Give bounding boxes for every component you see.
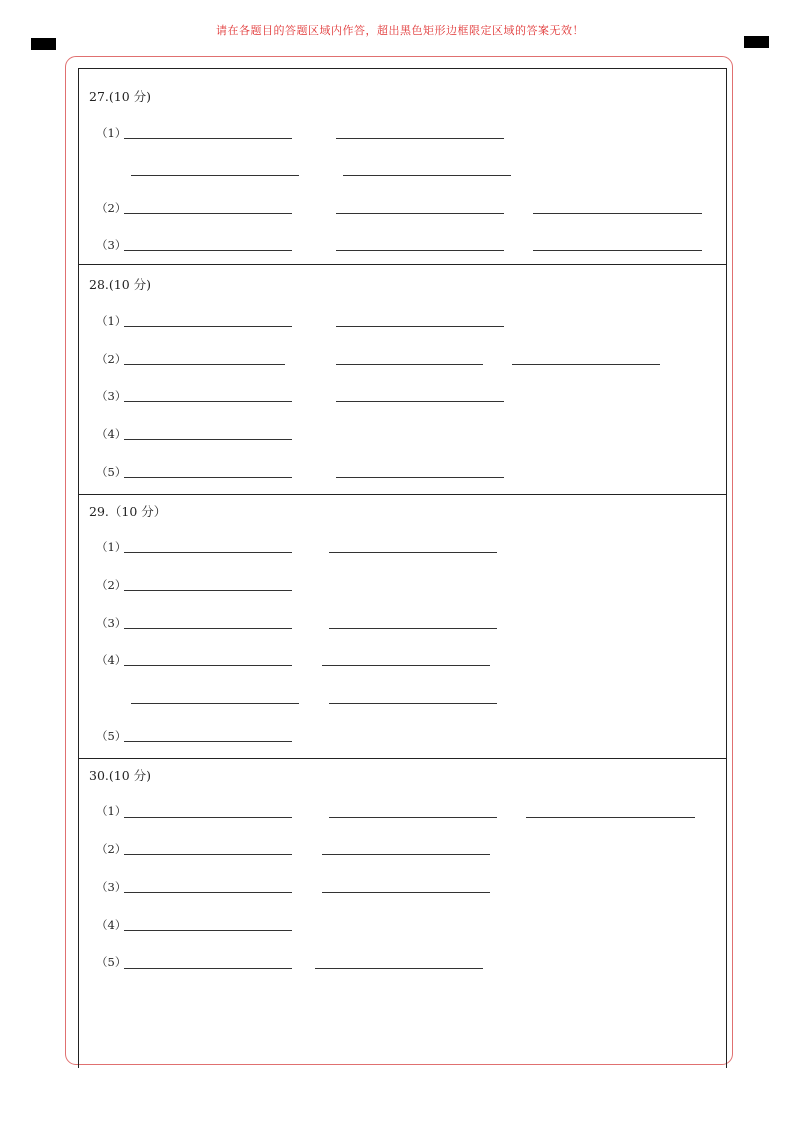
section-divider: [78, 264, 727, 265]
answer-blank[interactable]: [124, 250, 292, 251]
answer-blank[interactable]: [336, 364, 483, 365]
answer-blank[interactable]: [336, 326, 504, 327]
answer-blank[interactable]: [124, 930, 292, 931]
q29-part-1-label: （1）: [96, 540, 127, 554]
q27-part-2-label: （2）: [96, 201, 127, 215]
answer-blank[interactable]: [336, 250, 504, 251]
answer-blank[interactable]: [336, 213, 504, 214]
answer-box-frame: [78, 68, 727, 1068]
answer-blank[interactable]: [322, 892, 490, 893]
q28-part-3-label: （3）: [96, 389, 127, 403]
answer-blank[interactable]: [124, 364, 285, 365]
registration-mark-right: [744, 36, 769, 48]
answer-blank[interactable]: [329, 628, 497, 629]
answer-region-warning: 请在各题目的答题区域内作答，超出黑色矩形边框限定区域的答案无效！: [216, 24, 584, 37]
answer-blank[interactable]: [124, 741, 292, 742]
answer-blank[interactable]: [512, 364, 660, 365]
q30-part-1-label: （1）: [96, 804, 127, 818]
answer-blank[interactable]: [124, 968, 292, 969]
answer-blank[interactable]: [124, 401, 292, 402]
q27-part-1-label: （1）: [96, 126, 127, 140]
q29-part-5-label: （5）: [96, 729, 127, 743]
answer-blank[interactable]: [124, 477, 292, 478]
q30-part-2-label: （2）: [96, 842, 127, 856]
answer-blank[interactable]: [315, 968, 483, 969]
answer-blank[interactable]: [124, 590, 292, 591]
section-divider: [78, 758, 727, 759]
q28-part-2-label: （2）: [96, 352, 127, 366]
answer-blank[interactable]: [124, 892, 292, 893]
q28-part-1-label: （1）: [96, 314, 127, 328]
answer-blank[interactable]: [124, 817, 292, 818]
answer-blank[interactable]: [124, 326, 292, 327]
registration-mark-left: [31, 38, 56, 50]
answer-blank[interactable]: [124, 439, 292, 440]
question-28-title: 28.(10 分): [89, 277, 152, 292]
q29-part-3-label: （3）: [96, 616, 127, 630]
section-divider: [78, 494, 727, 495]
answer-blank[interactable]: [336, 477, 504, 478]
answer-blank[interactable]: [124, 854, 292, 855]
answer-blank[interactable]: [131, 175, 299, 176]
q27-part-3-label: （3）: [96, 238, 127, 252]
q29-part-2-label: （2）: [96, 578, 127, 592]
answer-blank[interactable]: [336, 401, 504, 402]
answer-blank[interactable]: [336, 138, 504, 139]
q30-part-5-label: （5）: [96, 955, 127, 969]
answer-blank[interactable]: [343, 175, 511, 176]
answer-blank[interactable]: [322, 854, 490, 855]
answer-blank[interactable]: [329, 552, 497, 553]
q30-part-4-label: （4）: [96, 918, 127, 932]
q30-part-3-label: （3）: [96, 880, 127, 894]
answer-blank[interactable]: [329, 703, 497, 704]
q29-part-4-label: （4）: [96, 653, 127, 667]
question-30-title: 30.(10 分): [89, 768, 152, 783]
q28-part-4-label: （4）: [96, 427, 127, 441]
answer-blank[interactable]: [131, 703, 299, 704]
answer-blank[interactable]: [322, 665, 490, 666]
answer-blank[interactable]: [124, 628, 292, 629]
answer-blank[interactable]: [124, 138, 292, 139]
answer-blank[interactable]: [533, 213, 702, 214]
answer-blank[interactable]: [526, 817, 695, 818]
answer-blank[interactable]: [124, 665, 292, 666]
question-27-title: 27.(10 分): [89, 89, 152, 104]
answer-blank[interactable]: [329, 817, 497, 818]
q28-part-5-label: （5）: [96, 465, 127, 479]
answer-blank[interactable]: [533, 250, 702, 251]
answer-blank[interactable]: [124, 213, 292, 214]
answer-blank[interactable]: [124, 552, 292, 553]
question-29-title: 29.（10 分）: [89, 504, 167, 519]
